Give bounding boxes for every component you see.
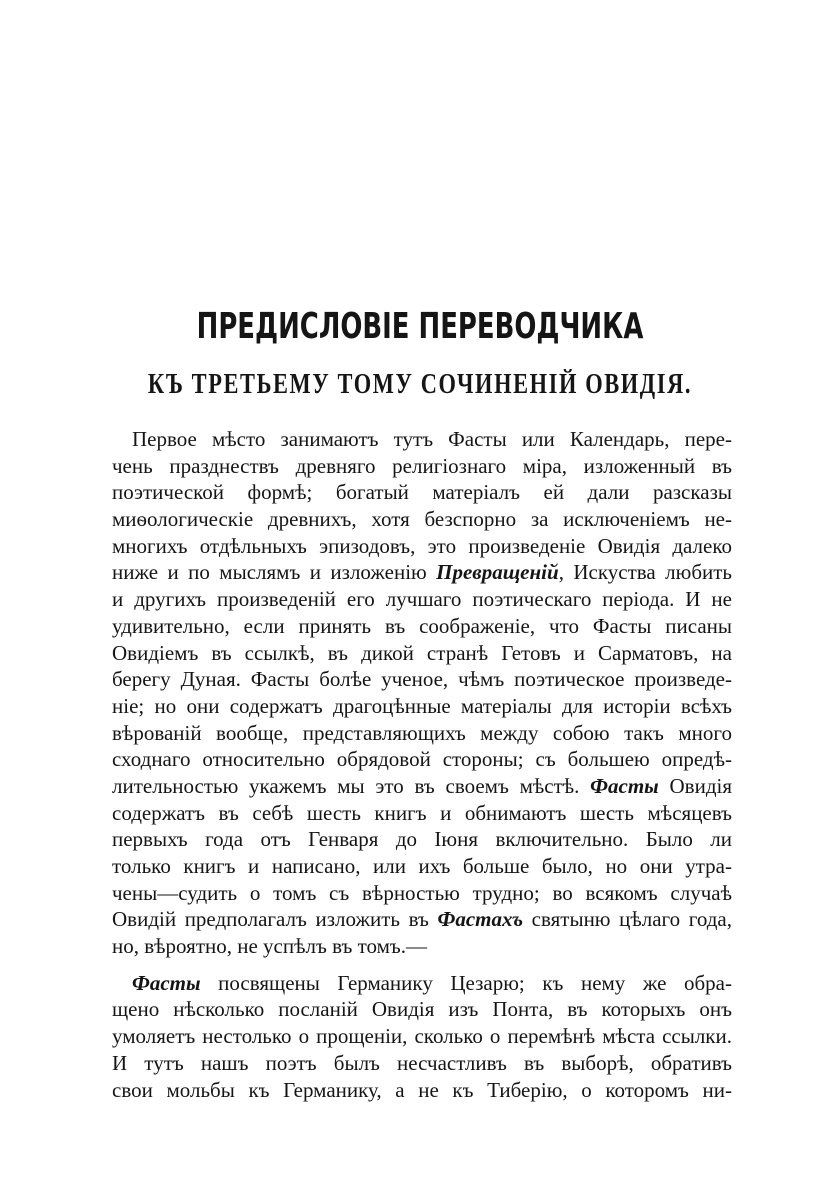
text-line: И тутъ нашъ поэтъ былъ несчастливъ въ выборѣ, обративъ — [112, 1050, 732, 1075]
text-line: чены—судить о томъ съ вѣрностью трудно; во всякомъ случаѣ — [112, 880, 732, 905]
text-line: чень празднествъ древняго религіознаго міра, изложенный въ — [112, 453, 732, 478]
text-line: умоляетъ нестолько о прощеніи, сколько о перемѣнѣ мѣста ссылки. — [112, 1024, 732, 1049]
page-subtitle: КЪ ТРЕТЬЕМУ ТОМУ СОЧИНЕНІЙ ОВИДІЯ. — [147, 369, 693, 400]
text-line: Первое мѣсто занимаютъ тутъ Фасты или Календарь, пере- — [132, 427, 732, 451]
text-line: и другихъ произведеній его лучшаго поэтическаго періода. И не — [112, 587, 732, 612]
text-line: сходнаго относительно обрядовой стороны; съ большею опредѣ- — [112, 747, 732, 772]
text-line: многихъ отдѣльныхъ эпизодовъ, это произведеніе Овидія далеко — [112, 533, 732, 558]
text-line — [112, 906, 732, 933]
text-line: щено нѣсколько посланій Овидія изъ Понта, въ которыхъ онъ — [112, 997, 732, 1022]
body-text — [112, 426, 732, 1103]
text-line: вѣрованій вообще, представляющихъ между собою такъ много — [112, 720, 732, 745]
text-segment: лительностью укажемъ мы это въ своемъ мѣстѣ. — [112, 773, 591, 798]
text-line: Овидіемъ въ ссылкѣ, въ дикой странѣ Гетовъ и Сарматовъ, на — [112, 640, 732, 665]
text-line: первыхъ года отъ Генваря до Іюня включительно. Было ли — [112, 827, 732, 852]
italic-title: Превращеній — [436, 560, 559, 585]
text-line — [112, 773, 732, 800]
text-segment: ниже и по мыслямъ и изложенію — [112, 560, 437, 585]
text-line — [112, 559, 732, 586]
text-line — [112, 970, 732, 997]
text-segment: Овидій предполагалъ изложить въ — [112, 907, 438, 932]
text-line: только книгъ и написано, или ихъ больше было, но они утра- — [112, 854, 732, 878]
paragraph-gap — [112, 960, 732, 970]
text-line: берегу Дуная. Фасты болѣе ученое, чѣмъ поэтическое произведе- — [112, 667, 732, 692]
text-line: но, вѣроятно, не успѣлъ въ томъ.— — [112, 934, 427, 959]
page-title: ПРЕДИСЛОВІЕ ПЕРЕВОДЧИКА — [196, 306, 644, 347]
text-segment: посвящены Германику Цезарю; къ нему же обра- — [200, 970, 732, 995]
text-line: миѳологическіе древнихъ, хотя безспорно за исключеніемъ не- — [112, 507, 732, 532]
text-line: поэтической формѣ; богатый матеріалъ ей дали разсказы — [112, 480, 732, 505]
text-line: удивительно, если принять въ соображеніе, что Фасты писаны — [112, 613, 732, 638]
text-line: содержатъ въ себѣ шесть книгъ и обнимаютъ шесть мѣсяцевъ — [112, 800, 732, 825]
text-line: ніе; но они содержатъ драгоцѣнные матеріалы для исторіи всѣхъ — [112, 693, 732, 718]
text-segment: Овидія — [658, 773, 732, 798]
text-segment: святыню цѣлаго года, — [523, 907, 732, 932]
italic-title: Фасты — [132, 970, 201, 995]
italic-title: Фасты — [590, 773, 659, 798]
text-line: свои мольбы къ Германику, а не къ Тиберію, о которомъ ни- — [112, 1077, 732, 1102]
italic-title: Фастахъ — [437, 907, 524, 932]
text-segment: , Искуства любить — [558, 560, 732, 585]
